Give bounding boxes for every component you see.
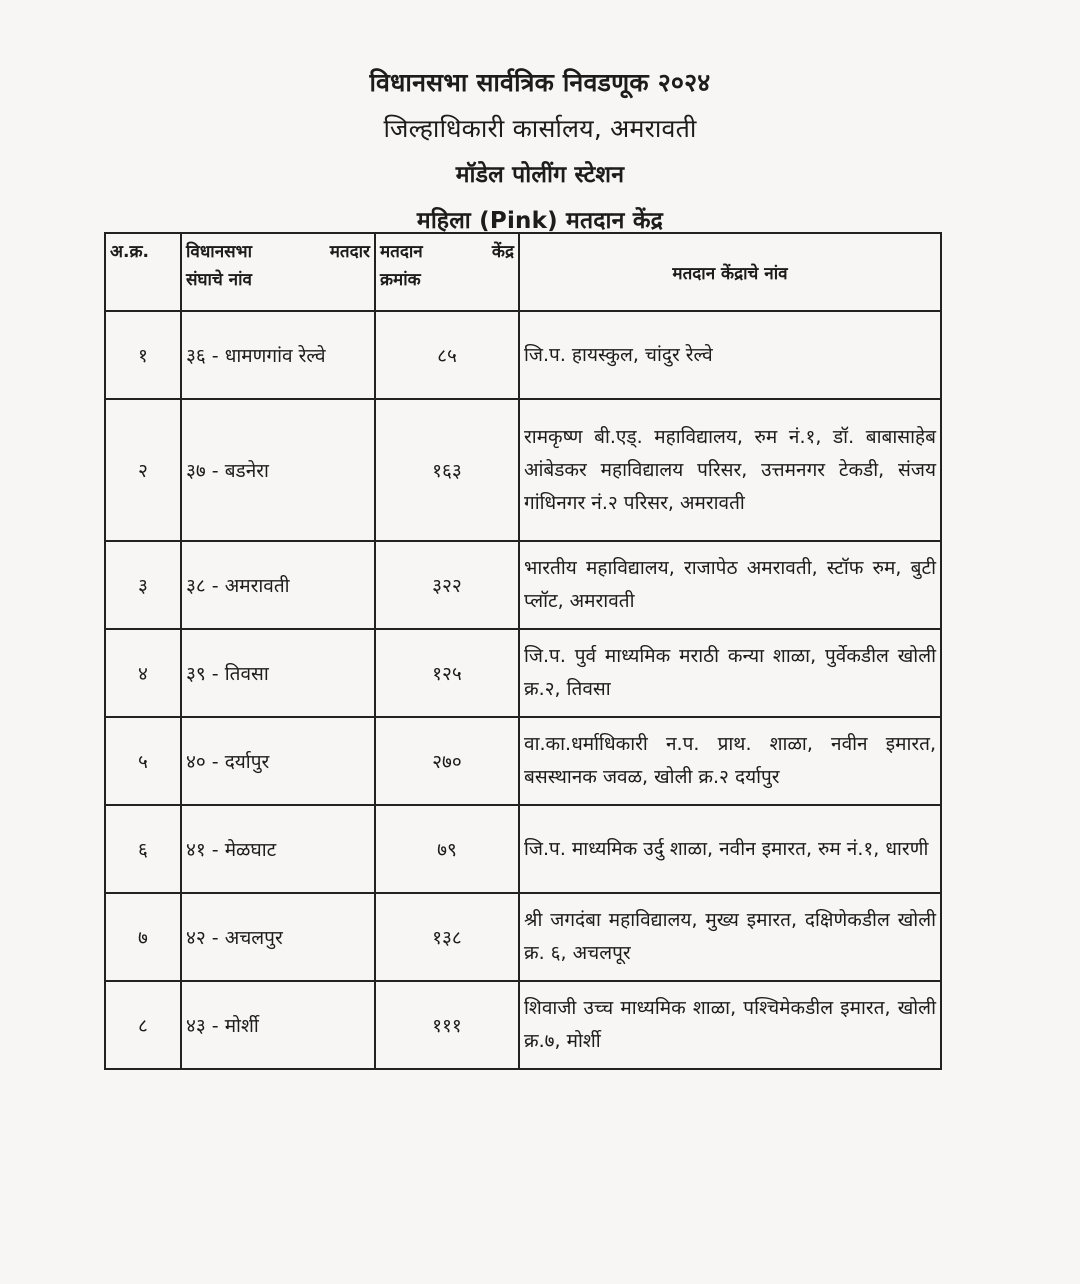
header-booth-no-left: मतदान [380,242,423,262]
cell-booth-name: शिवाजी उच्च माध्यमिक शाळा, पश्चिमेकडील इमारत, खोली क्र.७, मोर्शी [519,981,941,1069]
header-constituency-left: विधानसभा [186,242,252,262]
table-row [105,717,941,805]
header-constituency-line2: संघाचे नांव [186,270,252,290]
cell-sr: ८ [105,981,181,1069]
header-constituency-right: मतदार [329,242,370,262]
cell-constituency: ३८ - अमरावती [181,541,375,629]
cell-booth-no: ८५ [375,311,519,399]
document-subtitle: मॉडेल पोलींग स्टेशन [455,162,625,188]
header-sr: अ.क्र. [105,233,181,311]
cell-booth-name: वा.का.धर्माधिकारी न.प. प्राथ. शाळा, नवीन इमारत, बसस्थानक जवळ, खोली क्र.२ दर्यापुर [519,717,941,805]
cell-constituency: ३९ - तिवसा [181,629,375,717]
table-row [105,981,941,1069]
cell-booth-no: ७९ [375,805,519,893]
document-title: विधानसभा सार्वत्रिक निवडणूक २०२४ [369,68,711,97]
cell-booth-no: ३२२ [375,541,519,629]
cell-booth-no: २७० [375,717,519,805]
office-name: जिल्हाधिकारी कार्सालय, अमरावती [383,114,697,143]
cell-booth-no: १३८ [375,893,519,981]
polling-centers-table [104,232,942,1070]
cell-sr: ७ [105,893,181,981]
cell-booth-name: जि.प. पुर्व माध्यमिक मराठी कन्या शाळा, पुर्वेकडील खोली क्र.२, तिवसा [519,629,941,717]
cell-constituency: ४२ - अचलपुर [181,893,375,981]
cell-booth-name: श्री जगदंबा महाविद्यालय, मुख्य इमारत, दक्षिणेकडील खोली क्र. ६, अचलपूर [519,893,941,981]
document-header [0,60,1080,244]
table-row [105,311,941,399]
cell-sr: ४ [105,629,181,717]
cell-constituency: ४३ - मोर्शी [181,981,375,1069]
cell-constituency: ३६ - धामणगांव रेल्वे [181,311,375,399]
cell-sr: ६ [105,805,181,893]
cell-sr: १ [105,311,181,399]
cell-constituency: ३७ - बडनेरा [181,399,375,541]
cell-constituency: ४१ - मेळघाट [181,805,375,893]
cell-sr: ५ [105,717,181,805]
cell-booth-name: रामकृष्ण बी.एड्. महाविद्यालय, रुम नं.१, डॉ. बाबासाहेब आंबेडकर महाविद्यालय परिसर, उत्तमनगर टेकडी, संजय गांधिनगर नं.२ परिसर, अमरावती [519,399,941,541]
cell-booth-no: १२५ [375,629,519,717]
cell-booth-name: जि.प. हायस्कुल, चांदुर रेल्वे [519,311,941,399]
table-row [105,541,941,629]
table-row [105,893,941,981]
cell-booth-name: जि.प. माध्यमिक उर्दु शाळा, नवीन इमारत, रुम नं.१, धारणी [519,805,941,893]
cell-booth-name: भारतीय महाविद्यालय, राजापेठ अमरावती, स्टॉफ रुम, बुटी प्लॉट, अमरावती [519,541,941,629]
cell-booth-no: १६३ [375,399,519,541]
header-booth-name: मतदान केंद्राचे नांव [519,233,941,311]
cell-sr: २ [105,399,181,541]
cell-booth-no: १११ [375,981,519,1069]
table-row [105,629,941,717]
cell-constituency: ४० - दर्यापुर [181,717,375,805]
cell-sr: ३ [105,541,181,629]
header-constituency [181,233,375,311]
header-booth-no [375,233,519,311]
table-row [105,805,941,893]
header-booth-no-right: केंद्र [491,242,514,262]
header-booth-no-line2: क्रमांक [380,270,421,290]
table-header-row [105,233,941,311]
table-row [105,399,941,541]
document-category: महिला (Pink) मतदान केंद्र [416,208,664,234]
